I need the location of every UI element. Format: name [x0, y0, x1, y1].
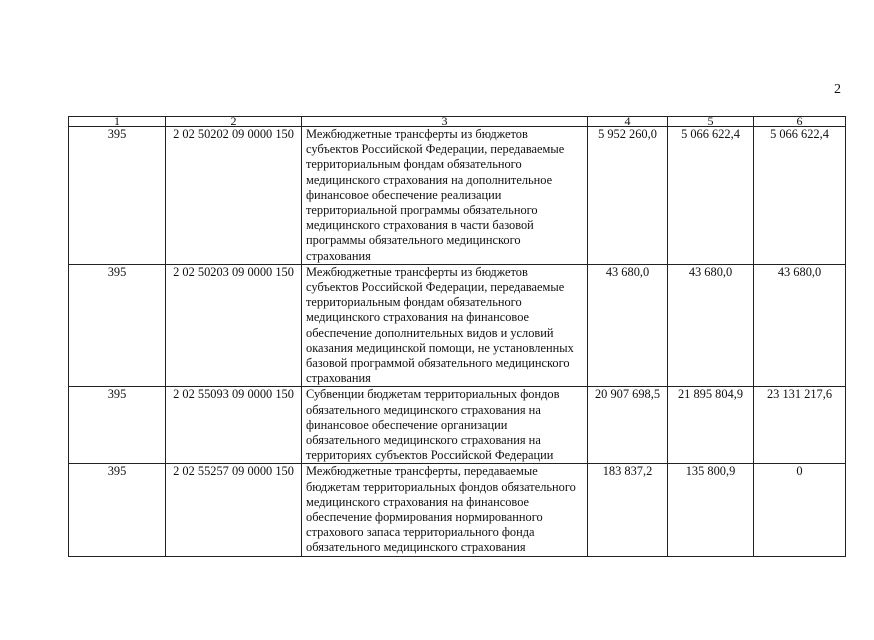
value-cell-year2: 43 680,0: [668, 264, 754, 387]
value-cell-year3: 0: [754, 464, 846, 556]
column-number-2: 2: [166, 117, 302, 127]
budget-code-cell: 2 02 50202 09 0000 150: [166, 127, 302, 265]
value-cell-year3: 5 066 622,4: [754, 127, 846, 265]
value-cell-year3: 43 680,0: [754, 264, 846, 387]
value-cell-year2: 5 066 622,4: [668, 127, 754, 265]
column-number-3: 3: [302, 117, 588, 127]
admin-code-cell: 395: [69, 387, 166, 464]
budget-code-cell: 2 02 55093 09 0000 150: [166, 387, 302, 464]
admin-code-cell: 395: [69, 264, 166, 387]
value-cell-year1: 5 952 260,0: [588, 127, 668, 265]
column-number-5: 5: [668, 117, 754, 127]
admin-code-cell: 395: [69, 464, 166, 556]
value-cell-year1: 20 907 698,5: [588, 387, 668, 464]
page-number: 2: [834, 82, 841, 97]
table-row: [69, 127, 846, 265]
table-row: [69, 464, 846, 556]
description-cell: Межбюджетные трансферты, передаваемые бюджетам территориальных фондов обязательного медицинского страхования на финансовое обеспечение формирования нормированного страхового запаса территориального фонда обязательного медицинского страхования: [302, 464, 588, 556]
description-cell: Межбюджетные трансферты из бюджетов субъектов Российской Федерации, передаваемые территориальным фондам обязательного медицинского страхования на дополнительное финансовое обеспечение реализации территориальной программы обязательного медицинского страхования в части базовой программы обязательного медицинского страхования: [302, 127, 588, 265]
table-row: [69, 264, 846, 387]
value-cell-year2: 135 800,9: [668, 464, 754, 556]
column-number-1: 1: [69, 117, 166, 127]
admin-code-cell: 395: [69, 127, 166, 265]
column-number-header-row: [69, 117, 846, 127]
column-number-6: 6: [754, 117, 846, 127]
value-cell-year1: 43 680,0: [588, 264, 668, 387]
description-cell: Субвенции бюджетам территориальных фондов обязательного медицинского страхования на финансовое обеспечение организации обязательного медицинского страхования на территориях субъектов Российской Федерации: [302, 387, 588, 464]
description-cell: Межбюджетные трансферты из бюджетов субъектов Российской Федерации, передаваемые территориальным фондам обязательного медицинского страхования на финансовое обеспечение дополнительных видов и условий оказания медицинской помощи, не установленных базовой программой обязательного медицинского страхования: [302, 264, 588, 387]
table-row: [69, 387, 846, 464]
column-number-4: 4: [588, 117, 668, 127]
budget-table: [68, 116, 846, 557]
budget-code-cell: 2 02 55257 09 0000 150: [166, 464, 302, 556]
value-cell-year2: 21 895 804,9: [668, 387, 754, 464]
value-cell-year3: 23 131 217,6: [754, 387, 846, 464]
value-cell-year1: 183 837,2: [588, 464, 668, 556]
budget-code-cell: 2 02 50203 09 0000 150: [166, 264, 302, 387]
